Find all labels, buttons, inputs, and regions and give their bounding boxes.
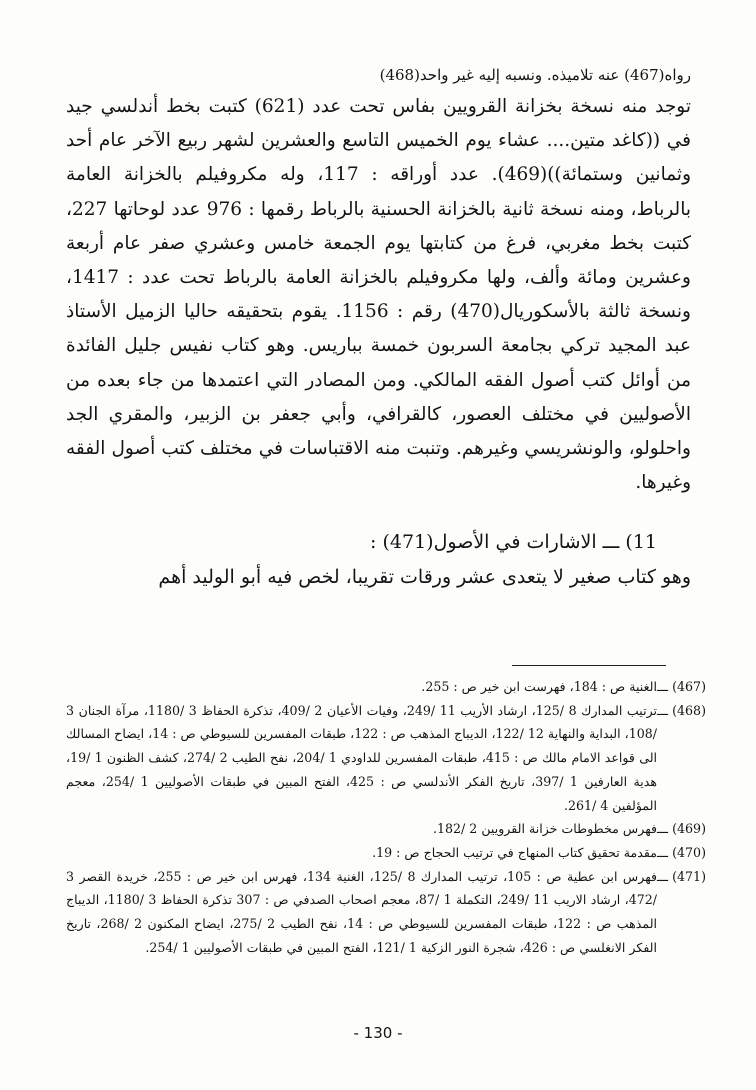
footnote-471	[66, 865, 706, 960]
footnote-469	[66, 817, 706, 841]
footnote-text: ترتيب المدارك 8 /125، ارشاد الأريب 11 /249، وفيات الأعيان 2 /409، تذكرة الحفاظ 3 /1180، مرآة الجنان 3 /108، البداية والنهاية 12 /122، الديباج المذهب ص : 122، طبقات المفسرين للسيوطي ص : 14، ايضاح المسالك الى قواعد الامام مالك ص : 415، طبقات المفسرين للداودي 1 /204، نفح الطيب 2 /274، كشف الظنون 1 /19، هدية العارفين 1 /397، تاريخ الفكر الأندلسي ص : 425، الفتح المبين في طبقات الأصوليين 1 /254، معجم المؤلفين 4 /261.	[66, 702, 658, 813]
footnote-text: فهرس ابن عطية ص : 105، ترتيب المدارك 8 /125، الغنية 134، فهرس ابن خير ص : 255، خريدة القصر 3 /472، ارشاد الاريب 11 /249، التكملة 1 /87، معجم اصحاب الصدفي ص : 307 تذكرة الحفاظ 3 /1180، الديباج المذهب ص : 122، طبقات المفسرين للسيوطي ص : 14، نفح الطيب 2 /275، ايضاح المكنون 2 /268، تاريخ الفكر الانغلسي ص : 426، شجرة النور الزكية 1 /121، الفتح المبين في طبقات الأصوليين 1 /254.	[66, 868, 658, 955]
section-heading: 11) ـــ الاشارات في الأصول(471) :	[370, 531, 657, 554]
footnote-separator	[512, 665, 666, 666]
continuation-line: رواه(467) عنه تلاميذه. ونسبه إليه غير واحد(468)	[379, 66, 691, 84]
section-intro: وهو كتاب صغير لا يتعدى عشر ورقات تقريبا، لخص فيه أبو الوليد أهم	[158, 566, 691, 589]
body-paragraph: توجد منه نسخة بخزانة القرويين بفاس تحت عدد (621) كتبت بخط أندلسي جيد في ((كاغد متين.... عشاء يوم الخميس التاسع والعشرين لشهر ربيع الآخر عام أحد وثمانين وستمائة))(469). عدد أوراقه : 117، وله مكروفيلم بالخزانة العامة بالرباط، ومنه نسخة ثانية بالخزانة الحسنية بالرباط رقمها : 976 عدد لوحاتها 227، كتبت بخط مغربي، فرغ من كتابتها يوم الجمعة خامس وعشري صفر عام أربعة وعشرين ومائة وألف، ولها مكروفيلم بالخزانة العامة بالرباط تحت عدد : 1417، ونسخة ثالثة بالأسكوريال(470) رقم : 1156. يقوم بتحقيقه حاليا الزميل الأستاذ عبد المجيد تركي بجامعة السربون خمسة بباريس. وهو كتاب نفيس جليل الفائدة من أوائل كتب أصول الفقه المالكي. ومن المصادر التي اعتمدها من جاء بعده من الأصوليين في مختلف العصور، كالقرافي، وأبي جعفر بن الزبير، والمقري الجد واحلولو، والونشريسي وغيرهم. وتنبت منه الاقتباسات في مختلف كتب أصول الفقه وغيرها.	[66, 96, 691, 494]
footnote-number: (468) ـــ	[657, 702, 706, 718]
footnote-text: مقدمة تحقيق كتاب المنهاج في ترتيب الحجاج ص : 19.	[372, 844, 658, 860]
footnote-number: (470) ـــ	[657, 844, 706, 860]
footnote-text: فهرس مخطوطات خزانة القرويين 2 /182.	[432, 821, 658, 837]
footnote-468	[66, 699, 706, 818]
footnotes	[66, 675, 706, 959]
footnote-number: (469) ـــ	[657, 821, 706, 837]
footnote-467	[66, 675, 706, 699]
footnote-number: (467) ـــ	[657, 679, 706, 694]
footnote-number: (471) ـــ	[657, 868, 706, 884]
footnote-470	[66, 841, 706, 865]
main-text-block	[66, 60, 691, 594]
page-number: - 130 -	[353, 1024, 403, 1042]
footnote-text: الغنية ص : 184، فهرست ابن خير ص : 255.	[421, 679, 658, 694]
